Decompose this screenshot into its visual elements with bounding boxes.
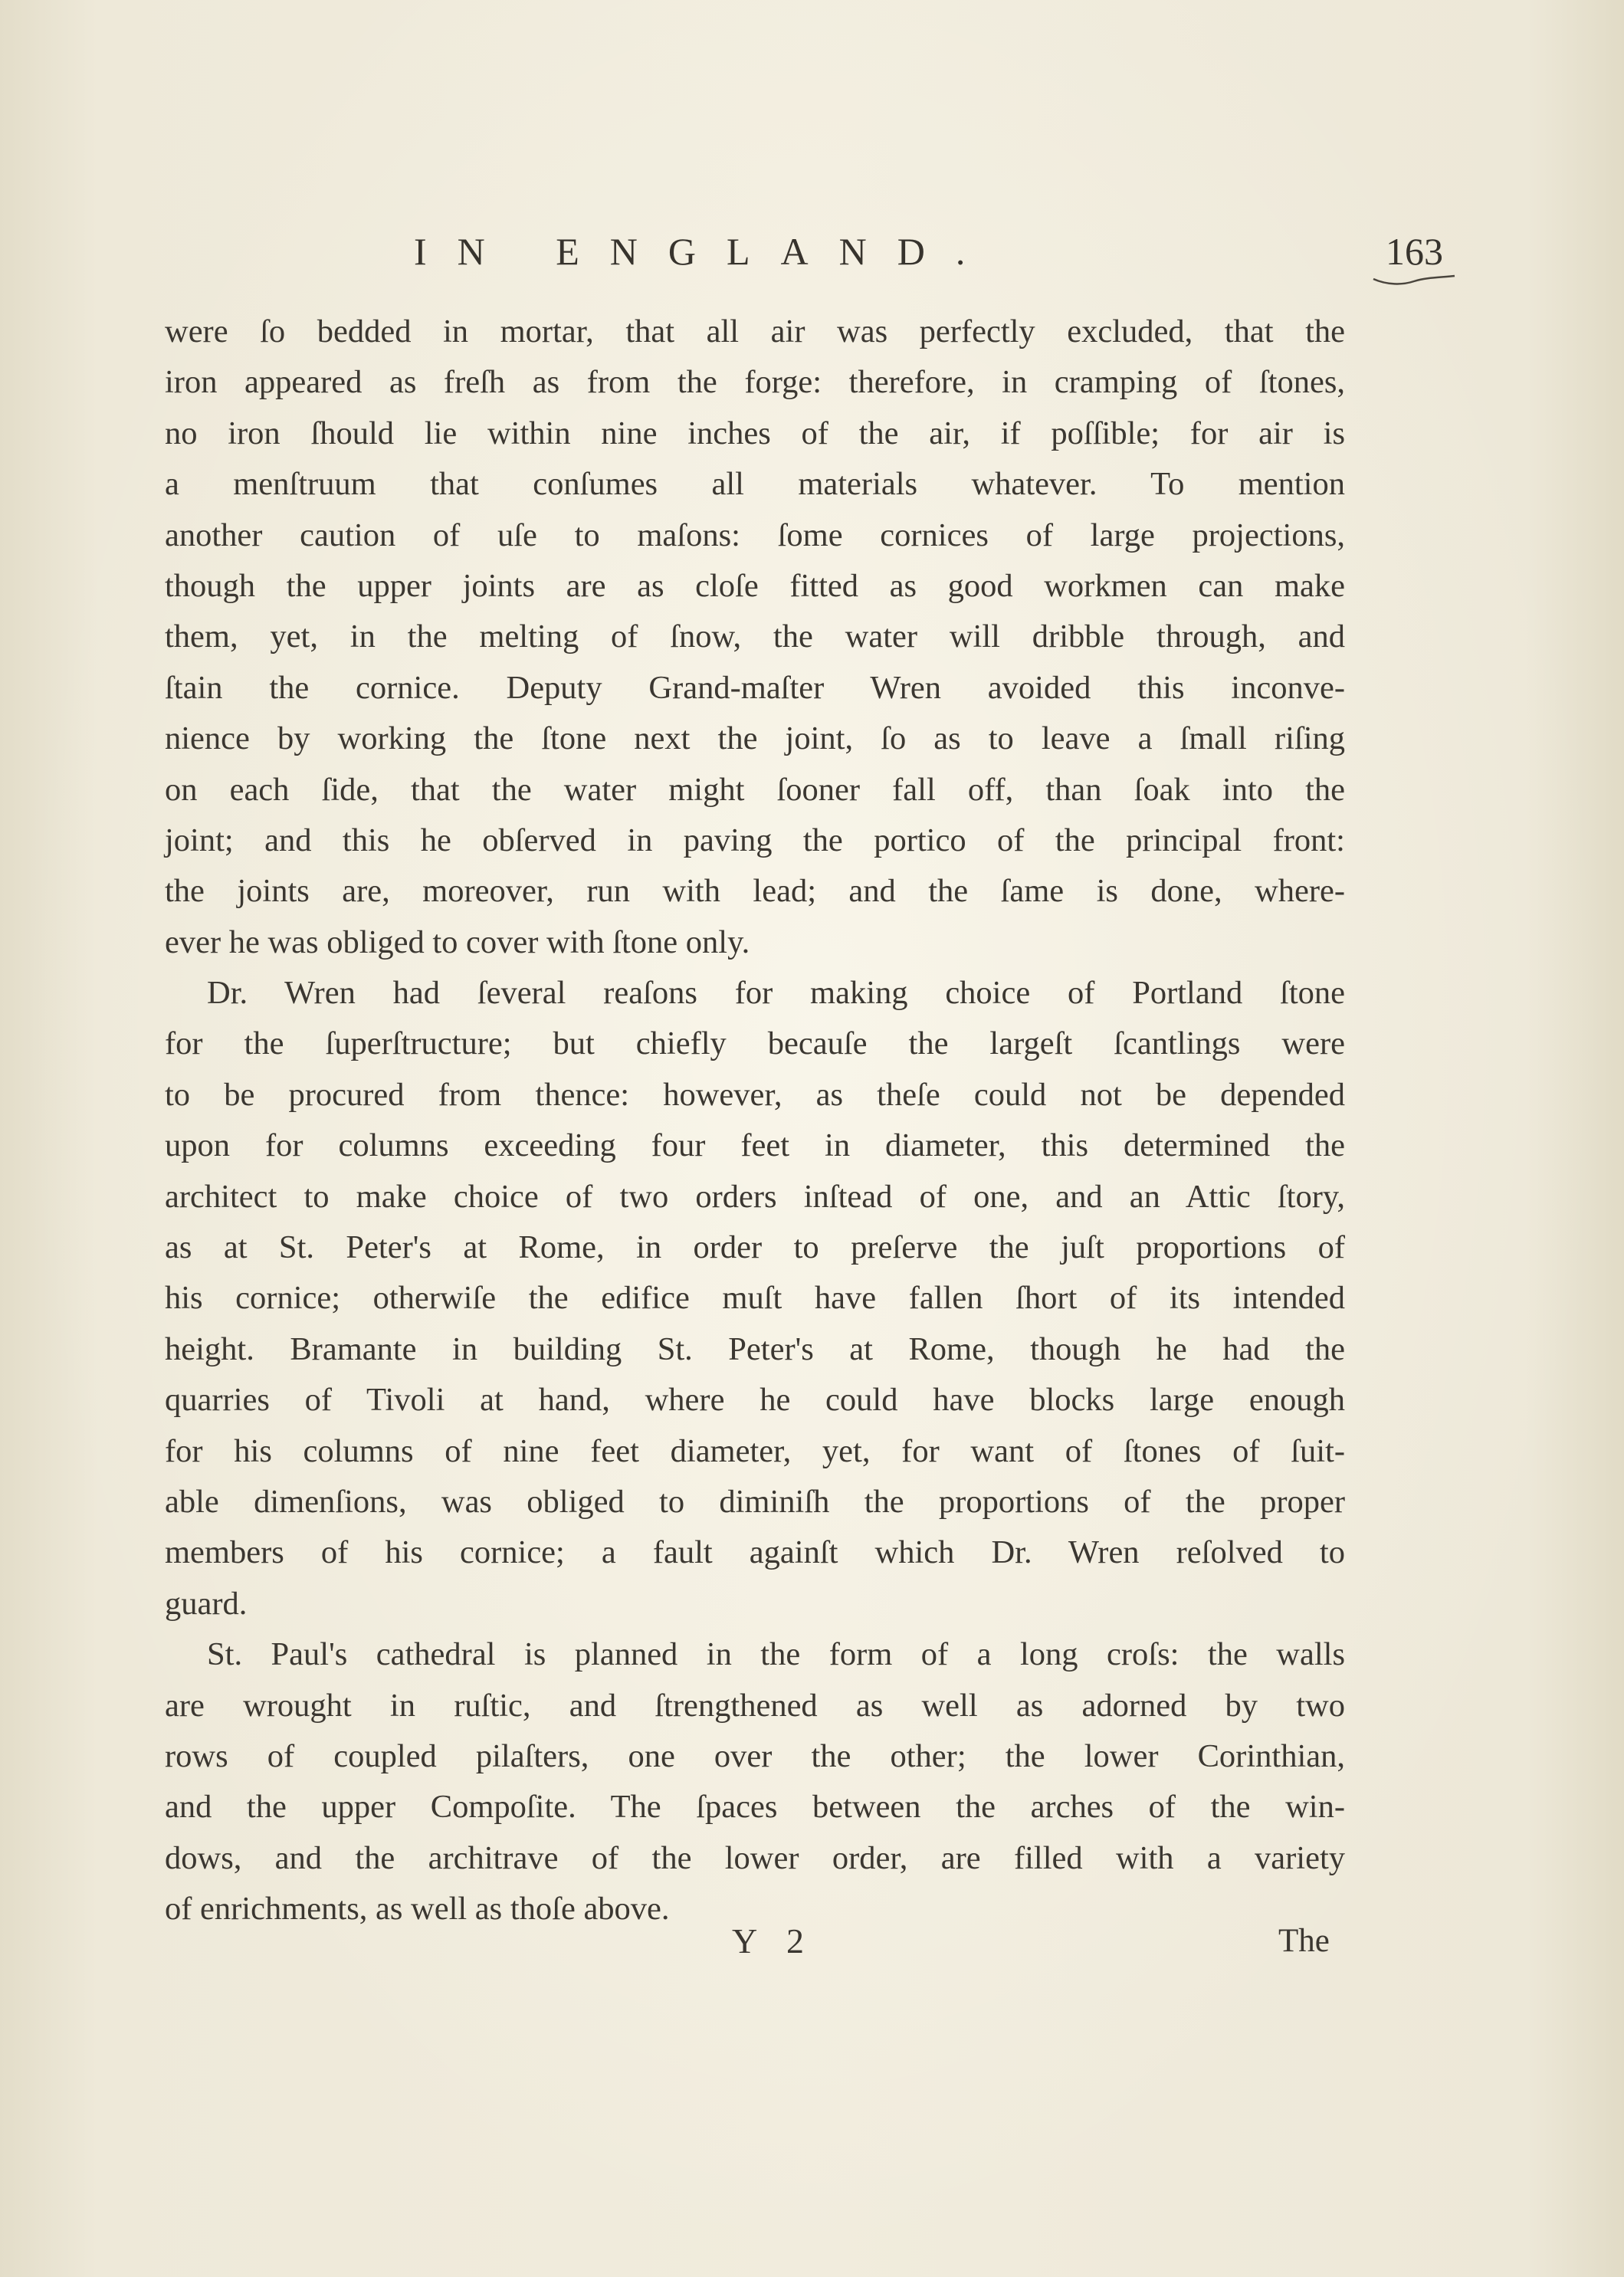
paragraph-2 [165, 968, 1345, 1629]
text-line: joint; and this he obſerved in paving the portico of the principal front: [165, 822, 1345, 858]
running-head [0, 228, 1624, 274]
text-line: are wrought in ruſtic, and ſtrengthened as well as adorned by two [165, 1687, 1345, 1724]
catchword: The [1278, 1923, 1330, 1959]
page-number: 163 [1386, 230, 1443, 273]
running-title: IN ENGLAND. [414, 230, 996, 273]
text-line: no iron ſhould lie within nine inches of the air, if poſſible; for air is [165, 415, 1345, 451]
text-line: height. Bramante in building St. Peter's at Rome, though he had the [165, 1330, 1345, 1367]
text-line: ever he was obliged to cover with ſtone only. [165, 924, 750, 960]
text-line: another caution of uſe to maſons: ſome cornices of large projections, [165, 517, 1345, 553]
text-line: quarries of Tivoli at hand, where he could have blocks large enough [165, 1382, 1345, 1419]
text-line: members of his cornice; a fault againſt which Dr. Wren reſolved to [165, 1534, 1345, 1571]
text-line: and the upper Compoſite. The ſpaces between the arches of the win- [165, 1789, 1345, 1826]
text-line: a menſtruum that conſumes all materials whatever. To mention [165, 466, 1345, 503]
text-line: were ſo bedded in mortar, that all air was perfectly excluded, that the [165, 313, 1345, 349]
text-line: the joints are, moreover, run with lead; and the ſame is done, where- [165, 873, 1345, 910]
text-line: rows of coupled pilaſters, one over the other; the lower Corinthian, [165, 1737, 1345, 1774]
text-line: to be procured from thence: however, as theſe could not be depended [165, 1076, 1345, 1113]
text-line: architect to make choice of two orders inſtead of one, and an Attic ſtory, [165, 1178, 1345, 1215]
text-line: as at St. Peter's at Rome, in order to preſerve the juſt proportions of [165, 1229, 1345, 1266]
text-line: Dr. Wren had ſeveral reaſons for making choice of Portland ſtone [207, 975, 1345, 1012]
text-line: nience by working the ſtone next the joint, ſo as to leave a ſmall riſing [165, 720, 1345, 757]
text-line: them, yet, in the melting of ſnow, the water will dribble through, and [165, 618, 1345, 655]
text-line: his cornice; otherwiſe the edifice muſt have fallen ſhort of its intended [165, 1280, 1345, 1317]
body-text [165, 307, 1345, 1935]
text-line: ſtain the cornice. Deputy Grand-maſter Wren avoided this inconve- [165, 669, 1345, 706]
text-line: for his columns of nine feet diameter, yet, for want of ſtones of ſuit- [165, 1432, 1345, 1469]
text-line: for the ſuperſtructure; but chiefly becauſe the largeſt ſcantlings were [165, 1025, 1345, 1062]
signature-mark: Y 2 [732, 1921, 815, 1960]
text-line: dows, and the architrave of the lower order, are filled with a variety [165, 1839, 1345, 1876]
text-line: iron appeared as freſh as from the forge: therefore, in cramping of ſtones, [165, 364, 1345, 401]
paragraph-1 [165, 307, 1345, 968]
paragraph-3 [165, 1629, 1345, 1934]
text-line: upon for columns exceeding four feet in diameter, this determined the [165, 1127, 1345, 1164]
text-line: though the upper joints are as cloſe fitted as good workmen can make [165, 567, 1345, 604]
text-line: guard. [165, 1585, 248, 1622]
page-number-flourish [1372, 274, 1456, 287]
text-line: St. Paul's cathedral is planned in the form of a long croſs: the walls [207, 1636, 1345, 1673]
text-line: able dimenſions, was obliged to diminiſh the proportions of the proper [165, 1483, 1345, 1520]
text-line: on each ſide, that the water might ſooner fall off, than ſoak into the [165, 771, 1345, 808]
page-footer [0, 1916, 1624, 1970]
text-line: of enrichments, as well as thoſe above. [165, 1891, 670, 1928]
